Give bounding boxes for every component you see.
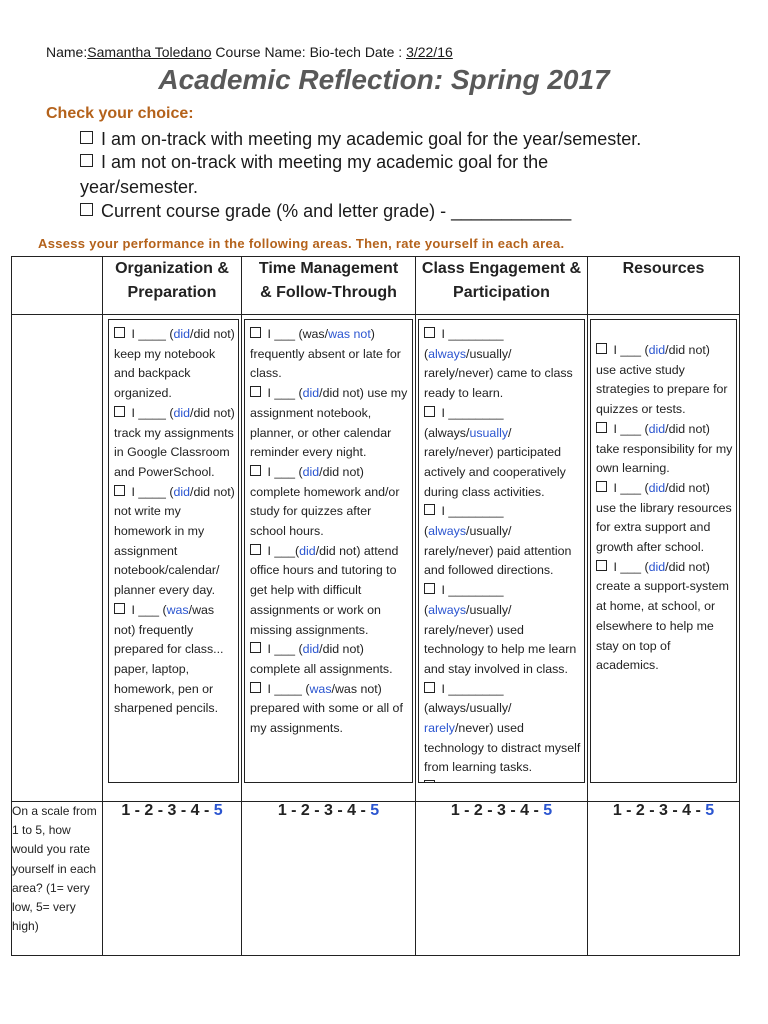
statement-text: /did not) use the library resources for extra support and growth after school. xyxy=(596,480,732,555)
rating-scale-resources[interactable] xyxy=(588,802,740,956)
rating-scale-time-management[interactable] xyxy=(242,802,416,956)
statement-text: I ________ ( xyxy=(424,504,504,539)
rating-selected-value: 5 xyxy=(705,802,715,819)
statement-item[interactable] xyxy=(424,404,581,503)
choice-label: Current course grade (% and letter grade) - ____________ xyxy=(101,201,572,221)
statement-item[interactable] xyxy=(424,581,581,680)
checkbox-icon[interactable] xyxy=(80,203,93,216)
column-header-organization xyxy=(103,257,242,315)
statement-text: /did not) not write my homework in my assignment notebook/calendar/ planner every day. xyxy=(114,484,235,598)
student-name: Samantha Toledano xyxy=(87,44,212,60)
statement-text: /was not) prepared with some or all of my assignments. xyxy=(250,681,403,736)
statement-text: always xyxy=(428,524,467,539)
statement-item[interactable] xyxy=(114,404,235,483)
statement-text: /did not) complete homework and/or study for quizzes after school hours. xyxy=(250,464,400,539)
checkbox-icon[interactable] xyxy=(596,343,607,354)
statement-text xyxy=(441,780,476,783)
checkbox-icon[interactable] xyxy=(424,682,435,693)
column-header-line: Participation xyxy=(453,284,550,301)
statement-item[interactable] xyxy=(424,778,581,783)
statement-text: I ____ ( xyxy=(267,681,310,696)
statement-item[interactable] xyxy=(114,325,235,404)
checkbox-icon[interactable] xyxy=(424,406,435,417)
checkbox-icon[interactable] xyxy=(424,583,435,594)
reflection-table xyxy=(11,256,740,956)
statement-text: I ___ ( xyxy=(267,642,303,657)
statement-text xyxy=(477,780,494,783)
statement-text: was not xyxy=(328,327,371,341)
column-header-line: Preparation xyxy=(127,284,217,301)
rating-selected-value: 5 xyxy=(370,802,380,819)
statement-text: did xyxy=(648,421,666,436)
checkbox-icon[interactable] xyxy=(424,504,435,515)
checkbox-icon[interactable] xyxy=(114,485,125,496)
checkbox-icon[interactable] xyxy=(250,386,261,397)
statement-text: I ____ ( xyxy=(131,327,174,341)
statement-text: did xyxy=(302,464,320,479)
statement-item[interactable] xyxy=(250,384,409,463)
statement-text: I ________ (always/usually/ xyxy=(424,681,512,716)
statement-text: did xyxy=(648,343,666,357)
statement-text: /usually/ rarely/never) paid attention and followed directions. xyxy=(424,524,572,578)
checkbox-icon[interactable] xyxy=(114,603,125,614)
statement-item[interactable] xyxy=(596,341,733,420)
rating-scale-numbers: 1 - 2 - 3 - 4 - xyxy=(612,802,706,819)
statement-item[interactable] xyxy=(424,502,581,581)
checkbox-icon[interactable] xyxy=(424,327,435,338)
column-header-line: Class Engagement & xyxy=(421,260,582,277)
check-heading: Check your choice: xyxy=(46,105,194,122)
statement-text: I ________ ( xyxy=(424,583,504,617)
statement-item[interactable] xyxy=(250,542,409,641)
statement-text: did xyxy=(648,559,666,574)
column-header-line: Resources xyxy=(622,260,705,277)
statement-text: /did not) take responsibility for my own learning. xyxy=(596,421,733,476)
statement-item[interactable] xyxy=(424,680,581,779)
statement-item[interactable] xyxy=(596,479,733,558)
statement-text: rarely xyxy=(424,721,455,736)
rating-scale-numbers: 1 - 2 - 3 - 4 - xyxy=(121,802,214,819)
column-header-line: Organization & xyxy=(115,260,229,277)
statement-text: /did not) attend office hours and tutoring to get help with difficult assignments or work on missing assignments. xyxy=(250,543,399,637)
statement-item[interactable] xyxy=(114,483,235,601)
statement-text: I ________ (always/ xyxy=(424,405,504,440)
organization-statements xyxy=(108,319,239,783)
table-header-row xyxy=(12,257,740,315)
statement-item[interactable] xyxy=(250,680,409,739)
statement-item[interactable] xyxy=(596,420,733,479)
statement-text: /did not) complete all assignments. xyxy=(250,642,393,676)
choice-not-on-track-continued xyxy=(80,175,198,200)
column-header-class-engagement xyxy=(416,257,588,315)
choice-not-on-track[interactable] xyxy=(80,150,548,175)
checkbox-icon[interactable] xyxy=(80,154,93,167)
checkbox-icon[interactable] xyxy=(596,422,607,433)
name-label: Name: xyxy=(46,44,88,60)
statement-text: I ___ ( xyxy=(613,480,649,495)
checkbox-icon[interactable] xyxy=(114,406,125,417)
choice-course-grade[interactable] xyxy=(80,199,571,224)
statement-item[interactable] xyxy=(596,558,733,676)
checkbox-icon[interactable] xyxy=(250,682,261,693)
choice-label: year/semester. xyxy=(80,177,199,197)
class-engagement-statements xyxy=(418,319,585,783)
statement-item[interactable] xyxy=(250,325,409,384)
checkbox-icon[interactable] xyxy=(596,481,607,492)
statement-text: was xyxy=(309,681,332,696)
rating-instruction: On a scale from 1 to 5, how would you rate yourself in each area? (1= very low, 5= very high) xyxy=(12,802,103,956)
statement-text: / rarely/never) participated actively and cooperatively during class activities. xyxy=(424,425,566,499)
statement-text: did xyxy=(648,480,666,495)
statement-text: I ____ ( xyxy=(131,484,174,499)
statement-text: /did not) create a support-system at home, at school, or elsewhere to help me stay on top of academics. xyxy=(596,559,729,673)
statement-text: did xyxy=(299,543,316,558)
rating-scale-numbers: 1 - 2 - 3 - 4 - xyxy=(450,802,544,819)
choice-on-track[interactable] xyxy=(80,127,641,152)
rating-scale-class-engagement[interactable] xyxy=(416,802,588,956)
statement-text: usually xyxy=(469,425,509,440)
statement-text: did xyxy=(302,642,320,657)
statement-item[interactable] xyxy=(424,325,581,404)
statement-text: did xyxy=(173,327,191,341)
checkbox-icon[interactable] xyxy=(250,465,261,476)
rating-scale-organization[interactable] xyxy=(103,802,242,956)
header-line xyxy=(46,44,453,60)
checkbox-icon[interactable] xyxy=(250,327,261,338)
statement-item[interactable] xyxy=(114,601,235,719)
statement-text: I ___ ( xyxy=(613,343,649,357)
statement-text: /did not) keep my notebook and backpack organized. xyxy=(114,327,235,401)
checkbox-icon[interactable] xyxy=(250,544,261,555)
statement-text: always xyxy=(428,602,467,617)
statement-text: /did not) use my assignment notebook, planner, or other calendar reminder every night. xyxy=(250,386,408,460)
assess-instruction: Assess your performance in the following areas. Then, rate yourself in each area. xyxy=(38,236,565,251)
statement-text: I ___ (was/ xyxy=(267,327,329,341)
statement-text: ) frequently absent or late for class. xyxy=(250,327,401,381)
checkbox-icon[interactable] xyxy=(424,780,435,783)
choice-label: I am not on-track with meeting my academic goal for the xyxy=(101,152,549,172)
statement-text: /did not) track my assignments in Google Classroom and PowerSchool. xyxy=(114,405,235,479)
statement-text: did xyxy=(173,484,191,499)
date-value: 3/22/16 xyxy=(406,44,453,60)
resources-cell xyxy=(588,315,740,802)
course-and-date-label: Course Name: Bio-tech Date : xyxy=(211,44,407,60)
checkbox-icon[interactable] xyxy=(250,642,261,653)
time-management-statements xyxy=(244,319,413,783)
rating-scale-numbers: 1 - 2 - 3 - 4 - xyxy=(277,802,371,819)
statement-text: I ________ ( xyxy=(424,327,504,361)
statement-text: /usually/ rarely/never) came to class ready to learn. xyxy=(424,346,573,401)
column-header-resources xyxy=(588,257,740,315)
statement-text: I ___ ( xyxy=(267,386,303,401)
statement-text: always xyxy=(428,346,467,361)
statement-text: I ___ ( xyxy=(131,602,167,617)
column-header-line: & Follow-Through xyxy=(260,284,397,301)
column-header-line: Time Management xyxy=(258,260,399,277)
statement-text: I ____ ( xyxy=(131,405,174,420)
blank-row-label xyxy=(12,315,103,802)
statement-text: was xyxy=(166,602,189,617)
rating-row xyxy=(12,802,740,956)
resources-statements xyxy=(590,319,737,783)
statements-row xyxy=(12,315,740,802)
checkbox-icon[interactable] xyxy=(596,560,607,571)
class-engagement-cell xyxy=(416,315,588,802)
statement-text: did xyxy=(302,386,320,401)
statement-text: /was not) frequently prepared for class... paper, laptop, homework, pen or sharpened pencils. xyxy=(114,602,224,716)
statement-text: /did not) use active study strategies to prepare for quizzes or tests. xyxy=(596,343,728,417)
checkbox-icon[interactable] xyxy=(114,327,125,338)
statement-item[interactable] xyxy=(250,463,409,542)
checkbox-icon[interactable] xyxy=(80,131,93,144)
rating-selected-value: 5 xyxy=(213,802,223,819)
page-title: Academic Reflection: Spring 2017 xyxy=(158,64,610,95)
statement-text: I ___ ( xyxy=(267,464,303,479)
statement-item[interactable] xyxy=(250,640,409,679)
time-management-cell xyxy=(242,315,416,802)
statement-text: I ___ ( xyxy=(613,559,649,574)
statement-text: I ___ ( xyxy=(613,421,649,436)
statement-text: I ___( xyxy=(267,543,300,558)
statement-text: /never) used technology to distract myself from learning tasks. xyxy=(424,721,581,775)
organization-cell xyxy=(103,315,242,802)
column-header-time-management xyxy=(242,257,416,315)
choice-label: I am on-track with meeting my academic goal for the year/semester. xyxy=(101,129,642,149)
rating-selected-value: 5 xyxy=(543,802,553,819)
statement-text: /usually/ rarely/never) used technology to help me learn and stay involved in class. xyxy=(424,602,577,676)
corner-cell xyxy=(12,257,103,315)
statement-text: did xyxy=(173,405,191,420)
